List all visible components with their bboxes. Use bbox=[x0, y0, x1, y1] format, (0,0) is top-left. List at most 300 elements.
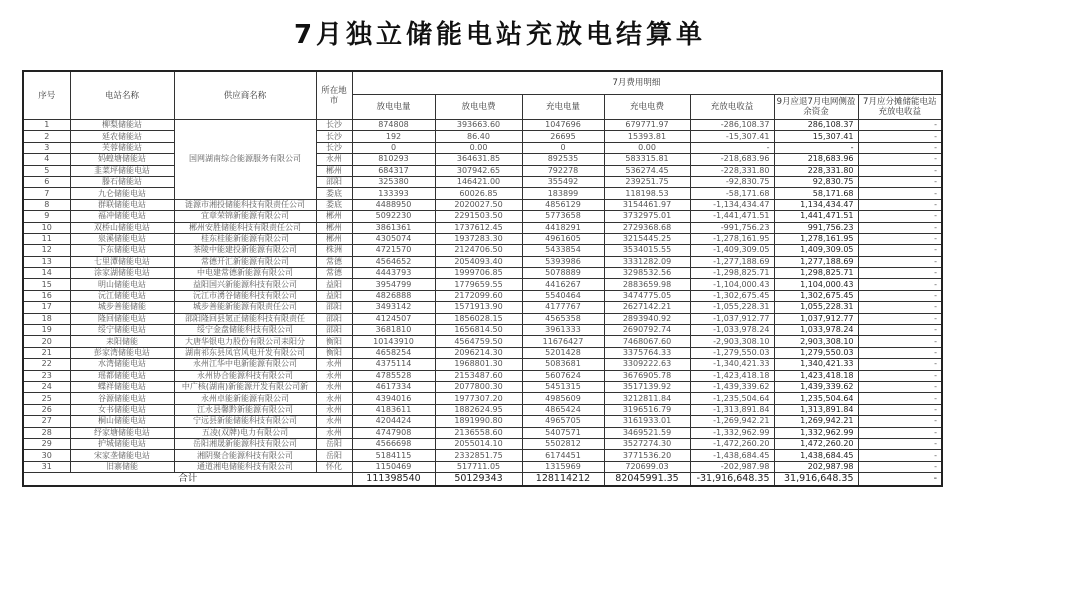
row-charge-qty: 4565358 bbox=[522, 313, 604, 324]
table-row bbox=[23, 222, 942, 233]
row-charge-fee: 583315.81 bbox=[604, 154, 690, 165]
row-income: -1,033,978.24 bbox=[690, 325, 774, 336]
row-city: 邵阳 bbox=[316, 325, 352, 336]
row-return-fund: 1,037,912.77 bbox=[774, 313, 858, 324]
row-charge-fee: 2729368.68 bbox=[604, 222, 690, 233]
row-share-income: - bbox=[858, 211, 942, 222]
row-discharge-qty: 3861361 bbox=[352, 222, 435, 233]
row-supplier: 大唐华银电力股份有限公司耒阳分 bbox=[174, 336, 316, 347]
header-supplier: 供应商名称 bbox=[174, 71, 316, 120]
row-station: 芙蓉储能站 bbox=[70, 142, 174, 153]
row-charge-qty: 5540464 bbox=[522, 290, 604, 301]
row-return-fund: 1,055,228.31 bbox=[774, 302, 858, 313]
row-share-income: - bbox=[858, 347, 942, 358]
row-return-fund: 58,171.68 bbox=[774, 188, 858, 199]
row-seq: 31 bbox=[23, 461, 70, 472]
row-city: 衡阳 bbox=[316, 347, 352, 358]
row-discharge-qty: 5092230 bbox=[352, 211, 435, 222]
row-station: 沅江储能电站 bbox=[70, 290, 174, 301]
row-share-income: - bbox=[858, 120, 942, 131]
row-station: 瑶都储能电站 bbox=[70, 370, 174, 381]
row-charge-qty: 5078889 bbox=[522, 268, 604, 279]
row-charge-fee: 3474775.05 bbox=[604, 290, 690, 301]
row-income: -1,277,188.69 bbox=[690, 256, 774, 267]
header-discharge-fee: 放电电费 bbox=[435, 95, 522, 120]
table-row bbox=[23, 381, 942, 392]
table-row bbox=[23, 450, 942, 461]
row-charge-qty: 5773658 bbox=[522, 211, 604, 222]
row-seq: 6 bbox=[23, 176, 70, 187]
row-discharge-fee: 517711.05 bbox=[435, 461, 522, 472]
row-return-fund: 1,235,504.64 bbox=[774, 393, 858, 404]
row-seq: 2 bbox=[23, 131, 70, 142]
row-charge-qty: 3961333 bbox=[522, 325, 604, 336]
table-row bbox=[23, 336, 942, 347]
row-share-income: - bbox=[858, 245, 942, 256]
row-supplier: 绥宁金盘储能科技有限公司 bbox=[174, 325, 316, 336]
row-discharge-qty: 192 bbox=[352, 131, 435, 142]
row-city: 永州 bbox=[316, 381, 352, 392]
row-station: 七里潭储能电站 bbox=[70, 256, 174, 267]
row-income: -1,472,260.20 bbox=[690, 438, 774, 449]
header-return-fund: 9月应退7月电网侧盈余资金 bbox=[774, 95, 858, 120]
row-seq: 8 bbox=[23, 199, 70, 210]
row-share-income: - bbox=[858, 450, 942, 461]
row-city: 永州 bbox=[316, 404, 352, 415]
row-income: -286,108.37 bbox=[690, 120, 774, 131]
row-discharge-qty: 684317 bbox=[352, 165, 435, 176]
row-charge-fee: 3215445.25 bbox=[604, 233, 690, 244]
row-discharge-fee: 2153487.60 bbox=[435, 370, 522, 381]
row-income: -218,683.96 bbox=[690, 154, 774, 165]
row-charge-fee: 3676905.78 bbox=[604, 370, 690, 381]
row-station: 隆回储能电站 bbox=[70, 313, 174, 324]
row-charge-fee: 3517139.92 bbox=[604, 381, 690, 392]
row-charge-qty: 1315969 bbox=[522, 461, 604, 472]
row-discharge-fee: 1882624.95 bbox=[435, 404, 522, 415]
row-discharge-fee: 1968801.30 bbox=[435, 359, 522, 370]
row-charge-fee: 2883659.98 bbox=[604, 279, 690, 290]
row-discharge-qty: 4564652 bbox=[352, 256, 435, 267]
row-seq: 15 bbox=[23, 279, 70, 290]
row-seq: 4 bbox=[23, 154, 70, 165]
row-city: 永州 bbox=[316, 359, 352, 370]
row-discharge-qty: 4488950 bbox=[352, 199, 435, 210]
row-city: 岳阳 bbox=[316, 438, 352, 449]
table-row bbox=[23, 393, 942, 404]
row-city: 邵阳 bbox=[316, 176, 352, 187]
row-income: -1,438,684.45 bbox=[690, 450, 774, 461]
table-row bbox=[23, 211, 942, 222]
row-income: -991,756.23 bbox=[690, 222, 774, 233]
row-seq: 11 bbox=[23, 233, 70, 244]
row-city: 郴州 bbox=[316, 233, 352, 244]
row-city: 岳阳 bbox=[316, 450, 352, 461]
row-city: 娄底 bbox=[316, 199, 352, 210]
row-share-income: - bbox=[858, 154, 942, 165]
header-city: 所在地市 bbox=[316, 71, 352, 120]
table-row bbox=[23, 359, 942, 370]
total-row bbox=[23, 473, 942, 487]
row-discharge-fee: 2055014.10 bbox=[435, 438, 522, 449]
table-row bbox=[23, 142, 942, 153]
row-charge-fee: 679771.97 bbox=[604, 120, 690, 131]
row-discharge-qty: 874808 bbox=[352, 120, 435, 131]
row-supplier: 益阳国兴新能源科技有限公司 bbox=[174, 279, 316, 290]
row-seq: 21 bbox=[23, 347, 70, 358]
row-station: 城步善能储能 bbox=[70, 302, 174, 313]
row-charge-fee: 3375764.33 bbox=[604, 347, 690, 358]
row-return-fund: - bbox=[774, 142, 858, 153]
header-share-income: 7月应分摊储能电站充放电收益 bbox=[858, 95, 942, 120]
row-income: -1,332,962.99 bbox=[690, 427, 774, 438]
row-discharge-qty: 325380 bbox=[352, 176, 435, 187]
row-charge-qty: 792278 bbox=[522, 165, 604, 176]
row-city: 常德 bbox=[316, 268, 352, 279]
row-supplier: 江永县馨黔新能源有限公司 bbox=[174, 404, 316, 415]
row-charge-qty: 5393986 bbox=[522, 256, 604, 267]
row-charge-fee: 118198.53 bbox=[604, 188, 690, 199]
table-row bbox=[23, 233, 942, 244]
row-return-fund: 228,331.80 bbox=[774, 165, 858, 176]
row-charge-fee: 0.00 bbox=[604, 142, 690, 153]
row-station: 泉溪储能电站 bbox=[70, 233, 174, 244]
row-discharge-fee: 1737612.45 bbox=[435, 222, 522, 233]
row-station: 柳梨储能站 bbox=[70, 120, 174, 131]
row-income: -1,104,000.43 bbox=[690, 279, 774, 290]
table-row bbox=[23, 290, 942, 301]
row-return-fund: 1,104,000.43 bbox=[774, 279, 858, 290]
row-charge-fee: 3212811.84 bbox=[604, 393, 690, 404]
row-charge-fee: 15393.81 bbox=[604, 131, 690, 142]
row-discharge-fee: 393663.60 bbox=[435, 120, 522, 131]
row-discharge-fee: 2124706.50 bbox=[435, 245, 522, 256]
row-city: 永州 bbox=[316, 416, 352, 427]
row-city: 郴州 bbox=[316, 211, 352, 222]
row-discharge-fee: 2020027.50 bbox=[435, 199, 522, 210]
row-discharge-qty: 3681810 bbox=[352, 325, 435, 336]
row-return-fund: 1,277,188.69 bbox=[774, 256, 858, 267]
row-station: 水湾储能电站 bbox=[70, 359, 174, 370]
row-supplier: 宁远县新能储能科技有限公司 bbox=[174, 416, 316, 427]
row-return-fund: 1,033,978.24 bbox=[774, 325, 858, 336]
row-share-income: - bbox=[858, 199, 942, 210]
table-row bbox=[23, 347, 942, 358]
row-station: 涂家湖储能电站 bbox=[70, 268, 174, 279]
header-group: 7月费用明细 bbox=[352, 71, 942, 95]
table-row bbox=[23, 199, 942, 210]
total-income: -31,916,648.35 bbox=[690, 473, 774, 487]
row-charge-fee: 720699.03 bbox=[604, 461, 690, 472]
row-city: 衡阳 bbox=[316, 336, 352, 347]
row-share-income: - bbox=[858, 438, 942, 449]
row-discharge-fee: 1891990.80 bbox=[435, 416, 522, 427]
row-station: 耒阳储能 bbox=[70, 336, 174, 347]
row-charge-qty: 4865424 bbox=[522, 404, 604, 415]
row-supplier: 城步善能新能源有限责任公司 bbox=[174, 302, 316, 313]
row-charge-qty: 5407571 bbox=[522, 427, 604, 438]
row-share-income: - bbox=[858, 393, 942, 404]
row-station: 桐山储能电站 bbox=[70, 416, 174, 427]
row-charge-fee: 239251.75 bbox=[604, 176, 690, 187]
row-discharge-qty: 10143910 bbox=[352, 336, 435, 347]
row-discharge-fee: 1937283.30 bbox=[435, 233, 522, 244]
row-income: -1,235,504.64 bbox=[690, 393, 774, 404]
row-seq: 29 bbox=[23, 438, 70, 449]
row-supplier: 茶陵中能建投新能源有限公司 bbox=[174, 245, 316, 256]
row-discharge-qty: 4124507 bbox=[352, 313, 435, 324]
row-income: -2,903,308.10 bbox=[690, 336, 774, 347]
row-discharge-fee: 364631.85 bbox=[435, 154, 522, 165]
row-charge-fee: 3196516.79 bbox=[604, 404, 690, 415]
row-station: 群联储能电站 bbox=[70, 199, 174, 210]
row-share-income: - bbox=[858, 256, 942, 267]
row-discharge-qty: 4375114 bbox=[352, 359, 435, 370]
row-discharge-qty: 3954799 bbox=[352, 279, 435, 290]
row-city: 郴州 bbox=[316, 222, 352, 233]
row-city: 株洲 bbox=[316, 245, 352, 256]
total-charge-qty: 128114212 bbox=[522, 473, 604, 487]
row-discharge-fee: 146421.00 bbox=[435, 176, 522, 187]
row-share-income: - bbox=[858, 165, 942, 176]
row-supplier: 宜章荣锦新能源有限公司 bbox=[174, 211, 316, 222]
row-charge-fee: 3161933.01 bbox=[604, 416, 690, 427]
document-title: 7月独立储能电站充放电结算单 bbox=[293, 20, 707, 50]
row-supplier: 沅江市湧谷储能科技有限公司 bbox=[174, 290, 316, 301]
row-share-income: - bbox=[858, 313, 942, 324]
row-share-income: - bbox=[858, 325, 942, 336]
row-return-fund: 1,439,339.62 bbox=[774, 381, 858, 392]
row-charge-qty: 4965705 bbox=[522, 416, 604, 427]
row-seq: 7 bbox=[23, 188, 70, 199]
row-share-income: - bbox=[858, 268, 942, 279]
row-discharge-fee: 0.00 bbox=[435, 142, 522, 153]
row-supplier: 岳阳湘晟新能源科技有限公司 bbox=[174, 438, 316, 449]
row-charge-fee: 2627142.21 bbox=[604, 302, 690, 313]
row-charge-fee: 3154461.97 bbox=[604, 199, 690, 210]
row-discharge-fee: 60026.85 bbox=[435, 188, 522, 199]
row-station: 福冲储能电站 bbox=[70, 211, 174, 222]
row-return-fund: 1,134,434.47 bbox=[774, 199, 858, 210]
row-supplier: 郴州安胜储能科技有限责任公司 bbox=[174, 222, 316, 233]
header-station: 电站名称 bbox=[70, 71, 174, 120]
row-discharge-fee: 2291503.50 bbox=[435, 211, 522, 222]
row-station: 彭家湾储能电站 bbox=[70, 347, 174, 358]
table-row bbox=[23, 427, 942, 438]
row-city: 永州 bbox=[316, 370, 352, 381]
row-supplier: 国网湖南综合能源服务有限公司 bbox=[174, 120, 316, 200]
row-share-income: - bbox=[858, 142, 942, 153]
row-supplier: 邵阳隆回县氪正储能科技有限责任 bbox=[174, 313, 316, 324]
row-discharge-fee: 2172099.60 bbox=[435, 290, 522, 301]
row-discharge-qty: 4394016 bbox=[352, 393, 435, 404]
row-charge-qty: 4961605 bbox=[522, 233, 604, 244]
row-city: 永州 bbox=[316, 393, 352, 404]
row-discharge-qty: 4826888 bbox=[352, 290, 435, 301]
row-return-fund: 1,313,891.84 bbox=[774, 404, 858, 415]
header-discharge-qty: 放电电量 bbox=[352, 95, 435, 120]
row-charge-qty: 5433854 bbox=[522, 245, 604, 256]
table-row bbox=[23, 416, 942, 427]
row-income: -1,340,421.33 bbox=[690, 359, 774, 370]
row-income: -1,134,434.47 bbox=[690, 199, 774, 210]
row-station: 双桥山储能电站 bbox=[70, 222, 174, 233]
row-charge-qty: 0 bbox=[522, 142, 604, 153]
row-discharge-fee: 1779659.55 bbox=[435, 279, 522, 290]
row-charge-fee: 7468067.60 bbox=[604, 336, 690, 347]
row-discharge-fee: 1656814.50 bbox=[435, 325, 522, 336]
row-return-fund: 286,108.37 bbox=[774, 120, 858, 131]
row-return-fund: 92,830.75 bbox=[774, 176, 858, 187]
row-discharge-qty: 0 bbox=[352, 142, 435, 153]
table-row bbox=[23, 131, 942, 142]
row-discharge-qty: 4183611 bbox=[352, 404, 435, 415]
row-station: 女书储能电站 bbox=[70, 404, 174, 415]
row-city: 益阳 bbox=[316, 279, 352, 290]
row-city: 长沙 bbox=[316, 120, 352, 131]
row-city: 郴州 bbox=[316, 165, 352, 176]
row-share-income: - bbox=[858, 381, 942, 392]
total-return-fund: 31,916,648.35 bbox=[774, 473, 858, 487]
row-return-fund: 1,298,825.71 bbox=[774, 268, 858, 279]
row-charge-qty: 5201428 bbox=[522, 347, 604, 358]
row-supplier: 通道湘电储能科技有限公司 bbox=[174, 461, 316, 472]
row-return-fund: 15,307.41 bbox=[774, 131, 858, 142]
row-station: 下东储能电站 bbox=[70, 245, 174, 256]
row-income: -1,441,471.51 bbox=[690, 211, 774, 222]
row-station: 绥宁储能电站 bbox=[70, 325, 174, 336]
row-seq: 19 bbox=[23, 325, 70, 336]
row-supplier: 中电建常德新能源有限公司 bbox=[174, 268, 316, 279]
row-station: 纾家塘储能电站 bbox=[70, 427, 174, 438]
row-station: 谷源储能电站 bbox=[70, 393, 174, 404]
row-return-fund: 202,987.98 bbox=[774, 461, 858, 472]
row-discharge-fee: 2077800.30 bbox=[435, 381, 522, 392]
row-charge-fee: 3771536.20 bbox=[604, 450, 690, 461]
row-discharge-fee: 1999706.85 bbox=[435, 268, 522, 279]
row-discharge-qty: 4204424 bbox=[352, 416, 435, 427]
row-station: 明山储能电站 bbox=[70, 279, 174, 290]
total-discharge-fee: 50129343 bbox=[435, 473, 522, 487]
row-income: -1,439,339.62 bbox=[690, 381, 774, 392]
settlement-table bbox=[22, 70, 943, 487]
table-row bbox=[23, 154, 942, 165]
row-seq: 9 bbox=[23, 211, 70, 222]
row-discharge-qty: 4305074 bbox=[352, 233, 435, 244]
row-city: 邵阳 bbox=[316, 302, 352, 313]
row-supplier: 桂东桂能新能源有限公司 bbox=[174, 233, 316, 244]
row-seq: 12 bbox=[23, 245, 70, 256]
row-discharge-qty: 1150469 bbox=[352, 461, 435, 472]
row-charge-fee: 3309222.63 bbox=[604, 359, 690, 370]
row-seq: 18 bbox=[23, 313, 70, 324]
row-seq: 26 bbox=[23, 404, 70, 415]
total-charge-fee: 82045991.35 bbox=[604, 473, 690, 487]
row-charge-fee: 3732975.01 bbox=[604, 211, 690, 222]
row-return-fund: 1,472,260.20 bbox=[774, 438, 858, 449]
row-city: 怀化 bbox=[316, 461, 352, 472]
row-income: -1,269,942.21 bbox=[690, 416, 774, 427]
row-station: 护城储能电站 bbox=[70, 438, 174, 449]
row-station: 九仑储能电站 bbox=[70, 188, 174, 199]
row-supplier: 五凌(双牌)电力有限公司 bbox=[174, 427, 316, 438]
row-seq: 25 bbox=[23, 393, 70, 404]
row-seq: 30 bbox=[23, 450, 70, 461]
row-seq: 17 bbox=[23, 302, 70, 313]
row-share-income: - bbox=[858, 427, 942, 438]
row-station: 延农储能站 bbox=[70, 131, 174, 142]
row-discharge-qty: 4443793 bbox=[352, 268, 435, 279]
table-row bbox=[23, 325, 942, 336]
row-discharge-qty: 4747908 bbox=[352, 427, 435, 438]
row-discharge-qty: 810293 bbox=[352, 154, 435, 165]
row-seq: 13 bbox=[23, 256, 70, 267]
row-return-fund: 1,302,675.45 bbox=[774, 290, 858, 301]
row-discharge-qty: 4658254 bbox=[352, 347, 435, 358]
row-supplier: 湖南祁东县凤官风电开发有限公司 bbox=[174, 347, 316, 358]
row-supplier: 涟源市湘投储能科技有限责任公司 bbox=[174, 199, 316, 210]
row-supplier: 永州卓能新能源有限公司 bbox=[174, 393, 316, 404]
row-seq: 20 bbox=[23, 336, 70, 347]
row-discharge-fee: 307942.65 bbox=[435, 165, 522, 176]
row-seq: 24 bbox=[23, 381, 70, 392]
row-income: -1,423,418.18 bbox=[690, 370, 774, 381]
row-seq: 14 bbox=[23, 268, 70, 279]
row-discharge-fee: 2136558.60 bbox=[435, 427, 522, 438]
row-return-fund: 1,332,962.99 bbox=[774, 427, 858, 438]
row-share-income: - bbox=[858, 336, 942, 347]
row-charge-qty: 5083681 bbox=[522, 359, 604, 370]
row-share-income: - bbox=[858, 404, 942, 415]
row-return-fund: 2,903,308.10 bbox=[774, 336, 858, 347]
row-station: 妈蝗塘储能站 bbox=[70, 154, 174, 165]
row-return-fund: 218,683.96 bbox=[774, 154, 858, 165]
row-charge-qty: 892535 bbox=[522, 154, 604, 165]
row-share-income: - bbox=[858, 370, 942, 381]
row-income: -202,987.98 bbox=[690, 461, 774, 472]
table-row bbox=[23, 461, 942, 472]
row-charge-qty: 1047696 bbox=[522, 120, 604, 131]
row-station: 宋家垄储能电站 bbox=[70, 450, 174, 461]
table-row bbox=[23, 188, 942, 199]
row-income: -1,313,891.84 bbox=[690, 404, 774, 415]
row-charge-qty: 5502812 bbox=[522, 438, 604, 449]
table-row bbox=[23, 176, 942, 187]
table-row bbox=[23, 302, 942, 313]
row-charge-qty: 5451315 bbox=[522, 381, 604, 392]
row-income: -92,830.75 bbox=[690, 176, 774, 187]
table-row bbox=[23, 279, 942, 290]
row-charge-qty: 26695 bbox=[522, 131, 604, 142]
row-seq: 28 bbox=[23, 427, 70, 438]
row-station: 滕石储能站 bbox=[70, 176, 174, 187]
row-share-income: - bbox=[858, 222, 942, 233]
total-share-income: - bbox=[858, 473, 942, 487]
row-share-income: - bbox=[858, 188, 942, 199]
row-discharge-fee: 86.40 bbox=[435, 131, 522, 142]
row-seq: 5 bbox=[23, 165, 70, 176]
row-charge-qty: 355492 bbox=[522, 176, 604, 187]
table-row bbox=[23, 404, 942, 415]
row-charge-fee: 3527274.30 bbox=[604, 438, 690, 449]
row-charge-qty: 11676427 bbox=[522, 336, 604, 347]
table-row bbox=[23, 256, 942, 267]
row-seq: 23 bbox=[23, 370, 70, 381]
row-return-fund: 1,438,684.45 bbox=[774, 450, 858, 461]
row-seq: 27 bbox=[23, 416, 70, 427]
row-charge-qty: 4418291 bbox=[522, 222, 604, 233]
row-return-fund: 1,278,161.95 bbox=[774, 233, 858, 244]
